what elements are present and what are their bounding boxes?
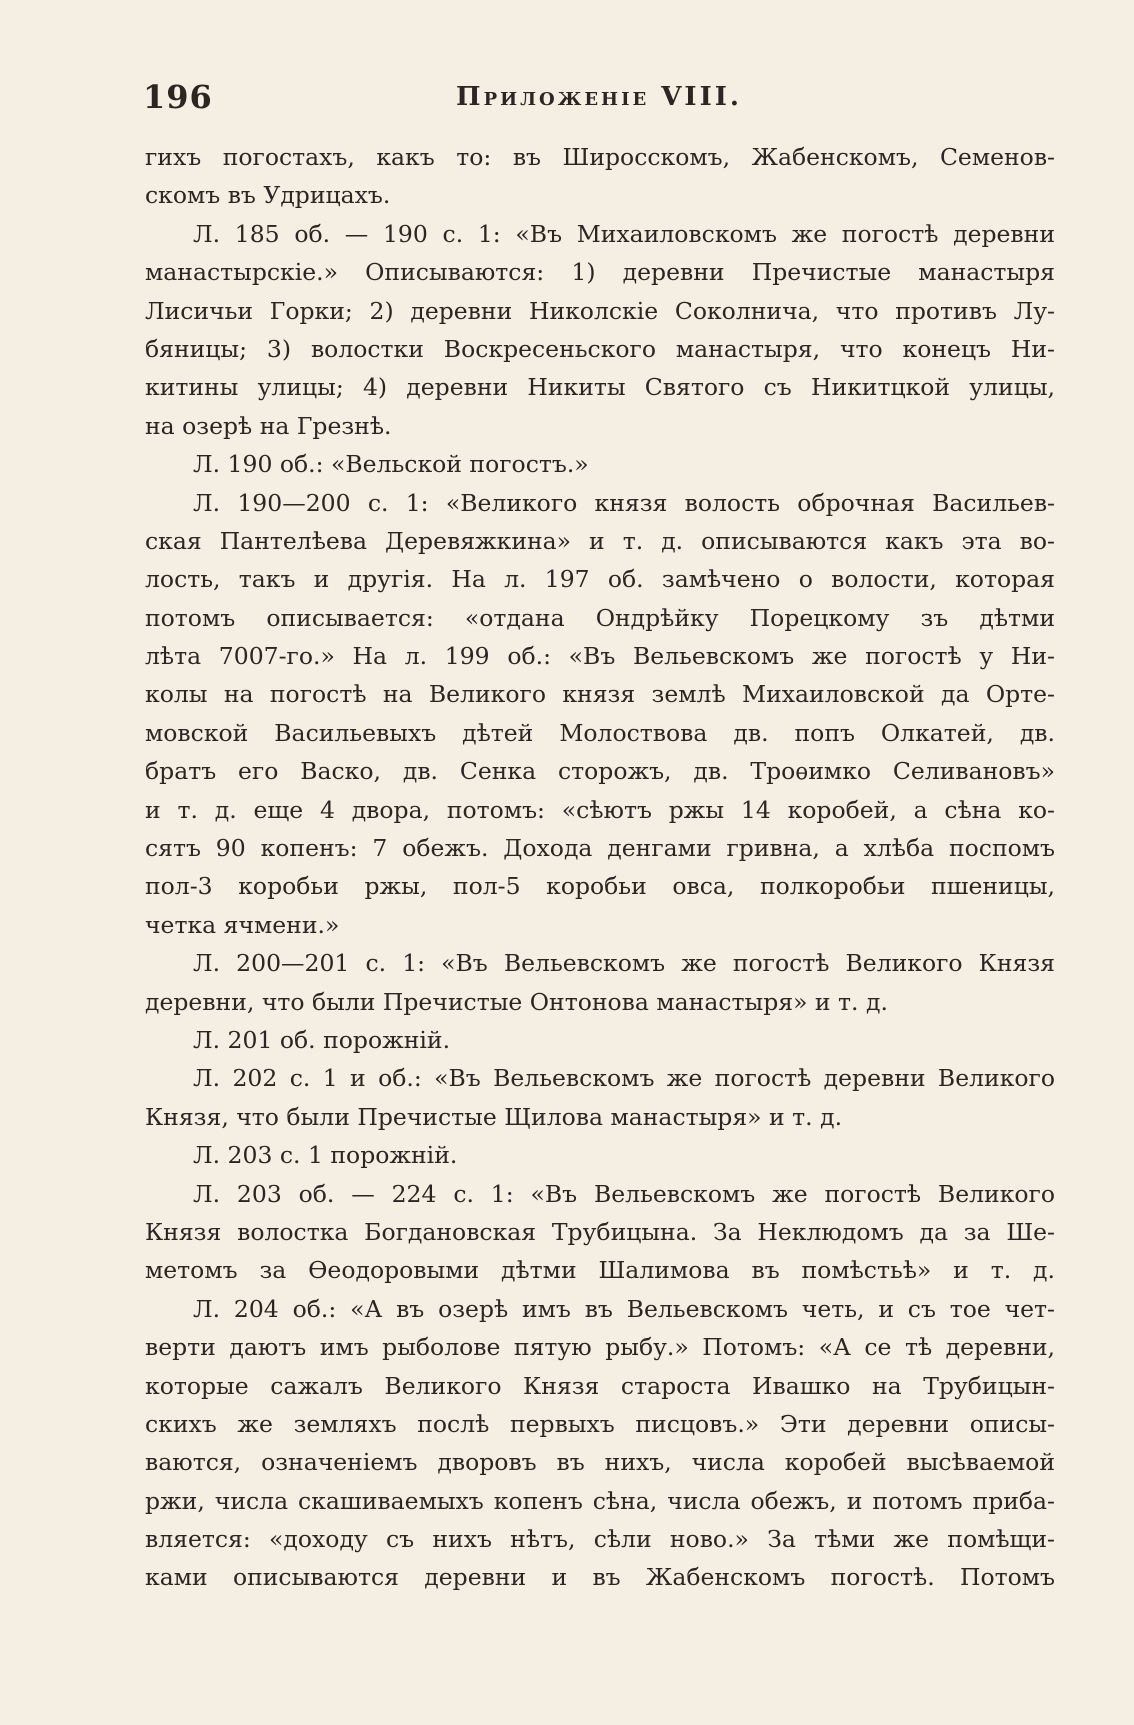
body-text: [145, 138, 1055, 1597]
text-line: верти даютъ имъ рыболове пятую рыбу.» Потомъ: «А се тѣ деревни,: [145, 1333, 1055, 1362]
text-line: Л. 203 об. — 224 с. 1: «Въ Вельевскомъ же погостѣ Великого: [193, 1179, 1055, 1208]
text-line: скихъ же земляхъ послѣ первыхъ писцовъ.» Эти деревни описы-: [145, 1409, 1055, 1438]
text-line: бяницы; 3) волостки Воскресеньского манастыря, что конецъ Ни-: [145, 334, 1055, 363]
text-line: ская Пантелѣева Деревяжкина» и т. д. описываются какъ эта во-: [145, 526, 1055, 555]
text-line: Л. 203 с. 1 порожній.: [193, 1141, 458, 1170]
text-line: вляется: «доходу съ нихъ нѣтъ, сѣли ново.» За тѣми же помѣщи-: [145, 1525, 1055, 1554]
text-line: ржи, числа скашиваемыхъ копенъ сѣна, числа обежъ, и потомъ приба-: [145, 1486, 1055, 1515]
text-line: Л. 202 с. 1 и об.: «Въ Вельевскомъ же погостѣ деревни Великого: [193, 1064, 1055, 1093]
text-line: ваются, означеніемъ дворовъ въ нихъ, числа коробей высѣваемой: [145, 1448, 1055, 1477]
text-line: Князя волостка Богдановская Трубицына. За Неклюдомъ да за Ше-: [145, 1217, 1055, 1246]
running-title: Приложеніе VIII.: [456, 82, 742, 112]
text-line: гихъ погостахъ, какъ то: въ Широсскомъ, Жабенскомъ, Семенов-: [145, 143, 1055, 171]
text-line: Князя, что были Пречистые Щилова манастыря» и т. д.: [145, 1102, 843, 1131]
text-line: мовской Васильевыхъ дѣтей Молоствова дв. попъ Олкатей, дв.: [145, 718, 1055, 747]
text-line: метомъ за Ѳеодоровыми дѣтми Шалимова въ помѣстьѣ» и т. д.: [145, 1256, 1055, 1285]
text-line: и т. д. еще 4 двора, потомъ: «сѣютъ ржы 14 коробей, а сѣна ко-: [145, 795, 1055, 824]
text-line: сятъ 90 копенъ: 7 обежъ. Дохода денгами гривна, а хлѣба поспомъ: [145, 834, 1055, 863]
text-line: Лисичьи Горки; 2) деревни Николскіе Соколнича, что противъ Лу-: [145, 296, 1055, 325]
text-line: пол-3 коробьи ржы, пол-5 коробьи овса, полкоробьи пшеницы,: [145, 872, 1055, 901]
text-line: колы на погостѣ на Великого князя землѣ Михаиловской да Орте-: [145, 680, 1055, 709]
text-line: лость, такъ и другія. На л. 197 об. замѣчено о волости, которая: [145, 565, 1055, 594]
text-line: которые сажалъ Великого Князя староста Ивашко на Трубицын-: [145, 1371, 1055, 1400]
text-line: потомъ описывается: «отдана Ондрѣйку Порецкому зъ дѣтми: [145, 603, 1055, 632]
text-line: Л. 200—201 с. 1: «Въ Вельевскомъ же погостѣ Великого Князя: [193, 949, 1055, 978]
text-line: братъ его Васко, дв. Сенка сторожъ, дв. Троѳимко Селивановъ»: [145, 757, 1055, 786]
text-line: Л. 190—200 с. 1: «Великого князя волость оброчная Васильев-: [193, 488, 1055, 517]
text-line: манастырскіе.» Описываются: 1) деревни Пречистые манастыря: [145, 258, 1055, 287]
text-line: деревни, что были Пречистые Онтонова манастыря» и т. д.: [145, 987, 888, 1016]
page-number: 196: [143, 78, 213, 116]
text-line: ками описываются деревни и въ Жабенскомъ погостѣ. Потомъ: [145, 1563, 1055, 1592]
text-line: четка ячмени.»: [145, 910, 340, 939]
text-line: Л. 201 об. порожній.: [193, 1025, 451, 1054]
text-line: скомъ въ Удрицахъ.: [145, 181, 391, 210]
page-header: [143, 78, 1055, 118]
text-line: на озерѣ на Грезнѣ.: [145, 411, 392, 440]
text-line: Л. 204 об.: «А въ озерѣ имъ въ Вельевскомъ четь, и съ тое чет-: [193, 1294, 1055, 1323]
text-line: Л. 185 об. — 190 с. 1: «Въ Михаиловскомъ же погостѣ деревни: [193, 219, 1055, 248]
text-line: китины улицы; 4) деревни Никиты Святого съ Никитцкой улицы,: [145, 373, 1055, 402]
text-line: лѣта 7007-го.» На л. 199 об.: «Въ Вельевскомъ же погостѣ у Ни-: [145, 642, 1055, 671]
text-line: Л. 190 об.: «Вельской погостъ.»: [193, 450, 589, 479]
